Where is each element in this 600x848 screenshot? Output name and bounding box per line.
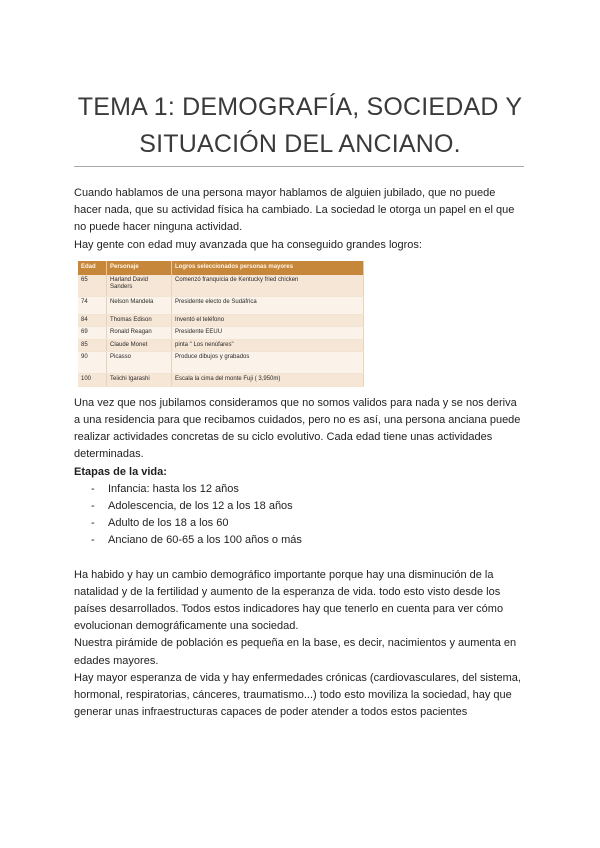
- intro-lead-in: Hay gente con edad muy avanzada que ha conseguido grandes logros:: [74, 238, 422, 251]
- page-title: TEMA 1: DEMOGRAFÍA, SOCIEDAD Y SITUACIÓN DEL ANCIANO.: [77, 92, 523, 158]
- cell-person: Picasso: [107, 352, 172, 374]
- cell-achievement: Presidente EEUU: [172, 327, 364, 340]
- title-divider: [74, 166, 524, 167]
- header-age: Edad: [78, 261, 107, 275]
- dash-bullet: -: [91, 482, 95, 495]
- cell-person: Thomas Edison: [107, 314, 172, 327]
- table-row: [78, 296, 364, 314]
- table-row: [78, 275, 364, 297]
- list-item: [91, 515, 524, 532]
- list-item-text: Adulto de los 18 a los 60: [108, 517, 229, 530]
- cell-age: 90: [78, 352, 107, 374]
- dash-bullet: -: [91, 517, 95, 530]
- cell-achievement: Escala la cima del monte Fuji ( 3,950m): [172, 374, 364, 387]
- cell-achievement: Inventó el teléfono: [172, 314, 364, 327]
- list-item-text: Adolescencia, de los 12 a los 18 años: [108, 500, 293, 513]
- life-expectancy-paragraph: Hay mayor esperanza de vida y hay enfermedades crónicas (cardiovasculares, del sistema, hormonal, respiratorias, cánceres, traumatismo...) todo esto moviliza la sociedad, hay que generar unas infraestructuras capaces de poder atender a todos estos pacientes: [74, 671, 521, 719]
- cell-achievement: Presidente electo de Sudáfrica: [172, 296, 364, 314]
- header-achievement: Logros seleccionados personas mayores: [172, 261, 364, 275]
- retirement-paragraph: Una vez que nos jubilamos consideramos que no somos validos para nada y se nos deriva a una residencia para que recibamos cuidados, pero no es así, una persona anciana puede realizar actividades concretas de su ciclo evolutivo. Cada edad tiene unas actividades determinadas.: [74, 396, 521, 461]
- cell-age: 74: [78, 296, 107, 314]
- list-item: [91, 481, 524, 498]
- document-body: [74, 185, 524, 721]
- table-row: [78, 339, 364, 352]
- cell-person: Nelson Mandela: [107, 296, 172, 314]
- list-item: [91, 498, 524, 515]
- cell-achievement: pinta " Los nenúfares": [172, 339, 364, 352]
- demographic-change-paragraph: Ha habido y hay un cambio demográfico importante porque hay una disminución de la natalidad y de la fertilidad y aumento de la esperanza de vida. todo esto visto desde los países desarrollados. Todos estos indicadores hay que tenerlo en cuenta para ver cómo evolucionan demográficamente una sociedad.: [74, 568, 504, 633]
- table-header-row: [78, 261, 364, 275]
- cell-age: 65: [78, 275, 107, 297]
- dash-bullet: -: [91, 534, 95, 547]
- cell-age: 84: [78, 314, 107, 327]
- cell-person: Claude Monet: [107, 339, 172, 352]
- intro-paragraph: Cuando hablamos de una persona mayor hablamos de alguien jubilado, que no puede hacer nada, que su actividad física ha cambiado. La sociedad le otorga un papel en el que no puede hacer ninguna actividad.: [74, 187, 515, 234]
- cell-age: 100: [78, 374, 107, 387]
- dash-bullet: -: [91, 500, 95, 513]
- cell-age: 85: [78, 339, 107, 352]
- header-person: Personaje: [107, 261, 172, 275]
- paragraph-spacer: [74, 550, 524, 567]
- cell-age: 69: [78, 327, 107, 340]
- population-pyramid-paragraph: Nuestra pirámide de población es pequeña en la base, es decir, nacimientos y aumenta en edades mayores.: [74, 637, 517, 667]
- achievements-table: [78, 261, 364, 387]
- list-item-text: Infancia: hasta los 12 años: [108, 482, 239, 495]
- achievements-table-wrapper: [78, 261, 364, 387]
- table-row: [78, 352, 364, 374]
- cell-person: Teiichi Igarashi: [107, 374, 172, 387]
- table-row: [78, 314, 364, 327]
- list-item: [91, 532, 524, 549]
- table-row: [78, 327, 364, 340]
- life-stages-list: [74, 481, 524, 550]
- cell-person: Harland David Sanders: [107, 275, 172, 297]
- cell-achievement: Comenzó franquicia de Kentucky fried chicken: [172, 275, 364, 297]
- table-row: [78, 374, 364, 387]
- cell-person: Ronald Reagan: [107, 327, 172, 340]
- cell-achievement: Produce dibujos y grabados: [172, 352, 364, 374]
- stages-heading: Etapas de la vida:: [74, 465, 167, 478]
- list-item-text: Anciano de 60-65 a los 100 años o más: [108, 534, 302, 547]
